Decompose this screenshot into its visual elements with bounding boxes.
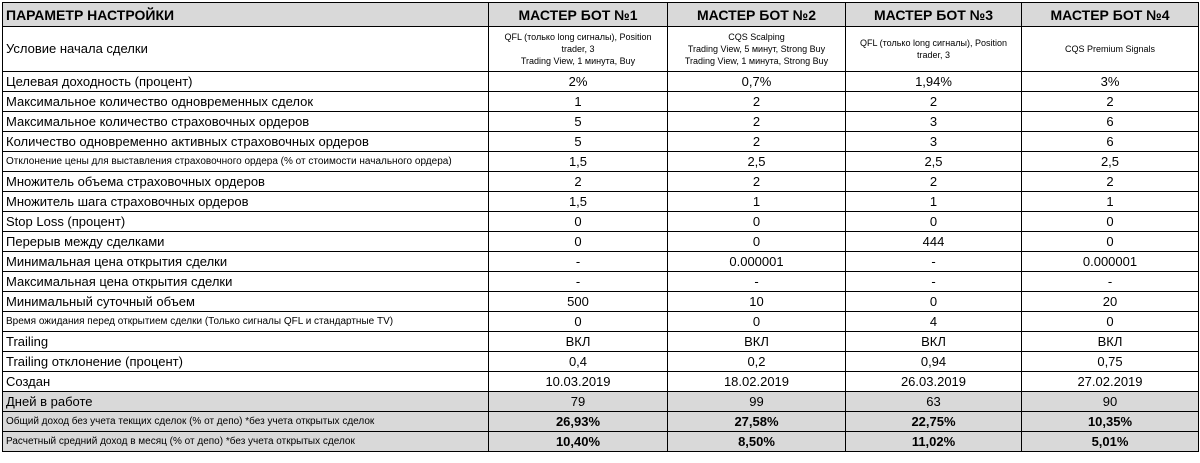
row-label: Максимальное количество страховочных ордеров bbox=[3, 112, 489, 132]
row-value: 10,40% bbox=[489, 432, 668, 452]
row-label: Минимальная цена открытия сделки bbox=[3, 252, 489, 272]
row-label: Количество одновременно активных страховочных ордеров bbox=[3, 132, 489, 152]
row-value: - bbox=[489, 272, 668, 292]
row-label: Создан bbox=[3, 372, 489, 392]
row-value: 8,50% bbox=[668, 432, 846, 452]
row-label: Перерыв между сделками bbox=[3, 232, 489, 252]
table-row bbox=[3, 212, 1199, 232]
row-value: 0,7% bbox=[668, 72, 846, 92]
summary-row-days bbox=[3, 392, 1199, 412]
row-value: 63 bbox=[846, 392, 1022, 412]
row-value: 1 bbox=[668, 192, 846, 212]
row-label: Дней в работе bbox=[3, 392, 489, 412]
row-value: 22,75% bbox=[846, 412, 1022, 432]
row-value: 2 bbox=[1022, 92, 1199, 112]
row-label: Расчетный средний доход в месяц (% от депо) *без учета открытых сделок bbox=[3, 432, 489, 452]
param-header: ПАРАМЕТР НАСТРОЙКИ bbox=[3, 3, 489, 27]
condition-bot2 bbox=[668, 27, 846, 72]
table-row bbox=[3, 292, 1199, 312]
header-row bbox=[3, 3, 1199, 27]
row-value: 5 bbox=[489, 132, 668, 152]
row-value: 3% bbox=[1022, 72, 1199, 92]
row-value: 2 bbox=[668, 92, 846, 112]
row-label: Целевая доходность (процент) bbox=[3, 72, 489, 92]
condition-bot2-line3: Trading View, 1 минута, Strong Buy bbox=[684, 56, 829, 66]
row-value: 0 bbox=[1022, 212, 1199, 232]
row-label: Максимальное количество одновременных сделок bbox=[3, 92, 489, 112]
row-value: 27,58% bbox=[668, 412, 846, 432]
row-value: 0 bbox=[668, 232, 846, 252]
row-value: 2 bbox=[846, 92, 1022, 112]
row-label: Время ожидания перед открытием сделки (Только сигналы QFL и стандартные TV) bbox=[3, 312, 489, 332]
row-value: 2% bbox=[489, 72, 668, 92]
row-value: ВКЛ bbox=[846, 332, 1022, 352]
condition-bot4 bbox=[1022, 27, 1199, 72]
row-value: 0 bbox=[489, 232, 668, 252]
row-value: 2 bbox=[489, 172, 668, 192]
row-value: 0 bbox=[668, 212, 846, 232]
row-value: 1,5 bbox=[489, 152, 668, 172]
row-value: 3 bbox=[846, 112, 1022, 132]
row-value: 0 bbox=[489, 312, 668, 332]
row-value: 0 bbox=[846, 292, 1022, 312]
row-value: - bbox=[1022, 272, 1199, 292]
row-value: 4 bbox=[846, 312, 1022, 332]
row-value: 1 bbox=[1022, 192, 1199, 212]
condition-bot1 bbox=[489, 27, 668, 72]
row-value: 0 bbox=[1022, 232, 1199, 252]
row-value: 26,93% bbox=[489, 412, 668, 432]
row-value: 2,5 bbox=[668, 152, 846, 172]
condition-bot1-line2: Trading View, 1 минута, Buy bbox=[520, 56, 636, 66]
row-value: 0,4 bbox=[489, 352, 668, 372]
row-value: 6 bbox=[1022, 132, 1199, 152]
table-row bbox=[3, 72, 1199, 92]
table-row bbox=[3, 272, 1199, 292]
row-value: 0 bbox=[489, 212, 668, 232]
bot-settings-table bbox=[2, 2, 1199, 452]
row-value: - bbox=[846, 252, 1022, 272]
row-value: 10.03.2019 bbox=[489, 372, 668, 392]
row-value: 0.000001 bbox=[1022, 252, 1199, 272]
summary-row-total-income bbox=[3, 412, 1199, 432]
row-value: 26.03.2019 bbox=[846, 372, 1022, 392]
row-value: 444 bbox=[846, 232, 1022, 252]
row-value: 0.000001 bbox=[668, 252, 846, 272]
row-value: ВКЛ bbox=[489, 332, 668, 352]
condition-bot4-line1: CQS Premium Signals bbox=[1064, 44, 1156, 54]
row-value: 2 bbox=[846, 172, 1022, 192]
row-value: 1,5 bbox=[489, 192, 668, 212]
row-label: Множитель шага страховочных ордеров bbox=[3, 192, 489, 212]
table-row bbox=[3, 332, 1199, 352]
row-value: 5 bbox=[489, 112, 668, 132]
row-value: - bbox=[668, 272, 846, 292]
condition-bot2-line1: CQS Scalping bbox=[728, 32, 785, 42]
table-row bbox=[3, 92, 1199, 112]
table-row bbox=[3, 232, 1199, 252]
row-value: 0 bbox=[668, 312, 846, 332]
condition-bot1-line1: QFL (только long сигналы), Position trader, 3 bbox=[504, 32, 652, 54]
table-row bbox=[3, 152, 1199, 172]
table-row bbox=[3, 112, 1199, 132]
row-value: 2 bbox=[668, 172, 846, 192]
condition-bot3 bbox=[846, 27, 1022, 72]
row-value: - bbox=[489, 252, 668, 272]
row-value: 2,5 bbox=[1022, 152, 1199, 172]
row-value: 79 bbox=[489, 392, 668, 412]
row-label: Отклонение цены для выставления страховочного ордера (% от стоимости начального ордера) bbox=[3, 152, 489, 172]
condition-row bbox=[3, 27, 1199, 72]
row-value: 2 bbox=[668, 132, 846, 152]
row-value: 2 bbox=[1022, 172, 1199, 192]
row-value: 18.02.2019 bbox=[668, 372, 846, 392]
table-row bbox=[3, 312, 1199, 332]
row-value: ВКЛ bbox=[668, 332, 846, 352]
row-value: 90 bbox=[1022, 392, 1199, 412]
row-value: 500 bbox=[489, 292, 668, 312]
summary-row-monthly-income bbox=[3, 432, 1199, 452]
row-value: 2,5 bbox=[846, 152, 1022, 172]
row-value: 10 bbox=[668, 292, 846, 312]
condition-bot3-line1: QFL (только long сигналы), Position trader, 3 bbox=[859, 38, 1008, 60]
row-value: 5,01% bbox=[1022, 432, 1199, 452]
row-label: Минимальный суточный объем bbox=[3, 292, 489, 312]
row-label: Trailing bbox=[3, 332, 489, 352]
row-value: - bbox=[846, 272, 1022, 292]
row-value: 11,02% bbox=[846, 432, 1022, 452]
bot1-header: МАСТЕР БОТ №1 bbox=[489, 3, 668, 27]
row-value: 10,35% bbox=[1022, 412, 1199, 432]
bot3-header: МАСТЕР БОТ №3 bbox=[846, 3, 1022, 27]
row-value: 0,2 bbox=[668, 352, 846, 372]
row-value: 1 bbox=[846, 192, 1022, 212]
row-value: 27.02.2019 bbox=[1022, 372, 1199, 392]
condition-label: Условие начала сделки bbox=[3, 27, 489, 72]
row-label: Множитель объема страховочных ордеров bbox=[3, 172, 489, 192]
row-value: 1,94% bbox=[846, 72, 1022, 92]
row-label: Общий доход без учета текщих сделок (% от депо) *без учета открытых сделок bbox=[3, 412, 489, 432]
row-value: 2 bbox=[668, 112, 846, 132]
table-row bbox=[3, 352, 1199, 372]
row-value: 99 bbox=[668, 392, 846, 412]
bot2-header: МАСТЕР БОТ №2 bbox=[668, 3, 846, 27]
table-row bbox=[3, 172, 1199, 192]
table-row bbox=[3, 192, 1199, 212]
row-value: 3 bbox=[846, 132, 1022, 152]
row-value: 0,75 bbox=[1022, 352, 1199, 372]
table-row bbox=[3, 132, 1199, 152]
condition-bot2-line2: Trading View, 5 минут, Strong Buy bbox=[687, 44, 826, 54]
row-label: Stop Loss (процент) bbox=[3, 212, 489, 232]
table-row bbox=[3, 372, 1199, 392]
table-row bbox=[3, 252, 1199, 272]
row-value: 0,94 bbox=[846, 352, 1022, 372]
row-label: Максимальная цена открытия сделки bbox=[3, 272, 489, 292]
row-value: ВКЛ bbox=[1022, 332, 1199, 352]
bot4-header: МАСТЕР БОТ №4 bbox=[1022, 3, 1199, 27]
row-value: 20 bbox=[1022, 292, 1199, 312]
row-label: Trailing отклонение (процент) bbox=[3, 352, 489, 372]
row-value: 0 bbox=[1022, 312, 1199, 332]
row-value: 6 bbox=[1022, 112, 1199, 132]
row-value: 0 bbox=[846, 212, 1022, 232]
row-value: 1 bbox=[489, 92, 668, 112]
